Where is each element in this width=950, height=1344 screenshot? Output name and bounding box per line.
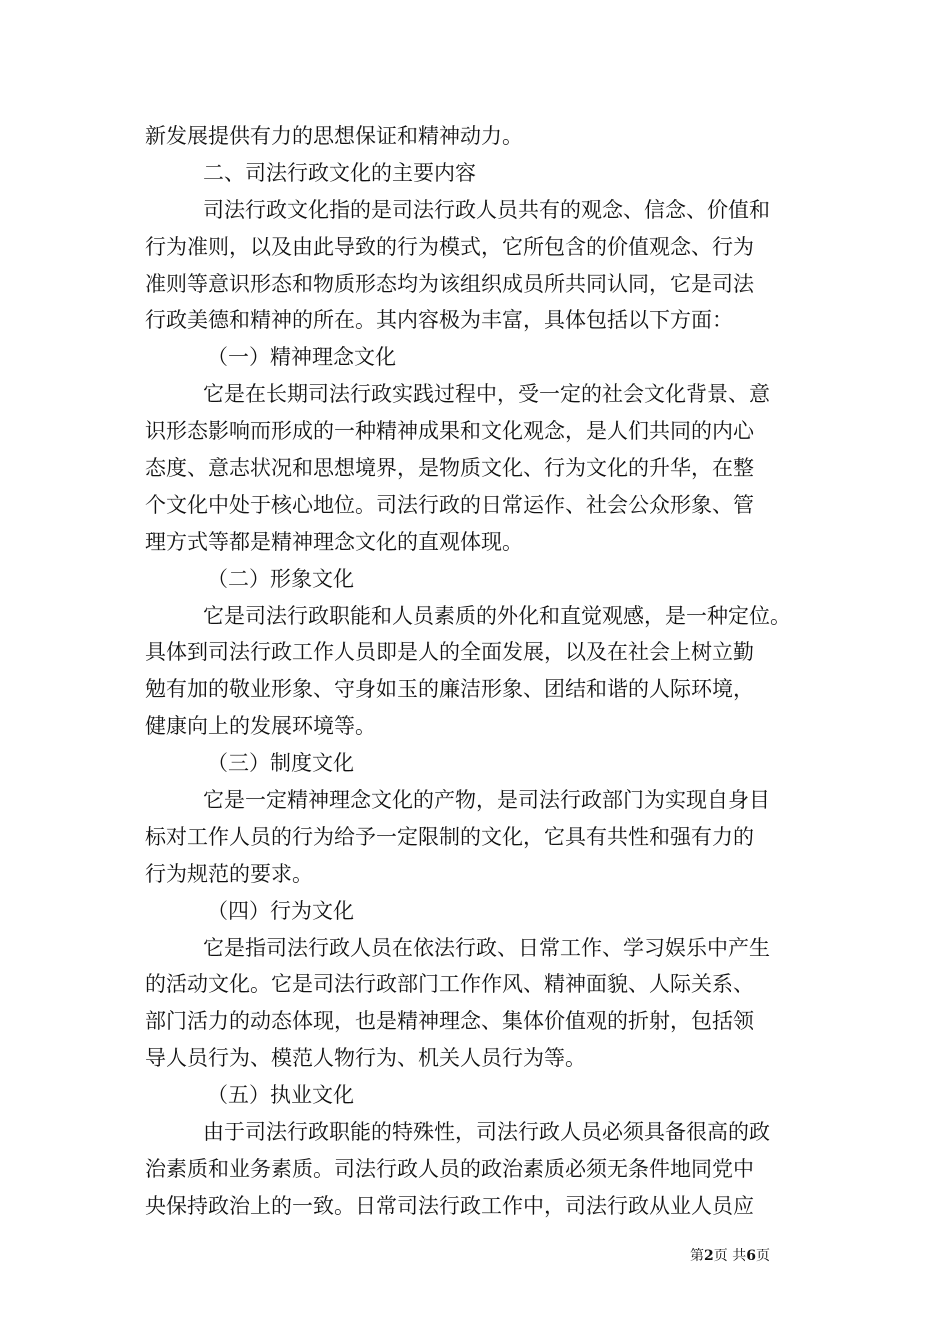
footer-prefix: 第 <box>690 1248 704 1264</box>
text-line: 行为准则，以及由此导致的行为模式，它所包含的价值观念、行为 <box>145 234 754 259</box>
text-line: （五）执业文化 <box>207 1083 354 1108</box>
text-line: （四）行为文化 <box>207 898 354 923</box>
text-line: 的活动文化。它是司法行政部门工作作风、精神面貌、人际关系、 <box>145 972 754 997</box>
page-footer <box>690 1245 770 1265</box>
text-line: （三）制度文化 <box>207 751 354 776</box>
text-line: 导人员行为、模范人物行为、机关人员行为等。 <box>145 1046 586 1071</box>
footer-middle: 页 共 <box>713 1248 747 1264</box>
text-line: （二）形象文化 <box>207 566 354 591</box>
footer-suffix: 页 <box>755 1248 770 1264</box>
text-line: 准则等意识形态和物质形态均为该组织成员所共同认同，它是司法 <box>145 271 754 296</box>
body-text <box>145 118 815 1225</box>
text-line: 二、司法行政文化的主要内容 <box>203 160 476 185</box>
text-line: 它是指司法行政人员在依法行政、日常工作、学习娱乐中产生 <box>203 935 770 960</box>
text-line: 它是在长期司法行政实践过程中，受一定的社会文化背景、意 <box>203 382 770 407</box>
text-line: 态度、意志状况和思想境界，是物质文化、行为文化的升华，在整 <box>145 456 754 481</box>
text-line: 标对工作人员的行为给予一定限制的文化，它具有共性和强有力的 <box>145 824 754 849</box>
text-line: 具体到司法行政工作人员即是人的全面发展，以及在社会上树立勤 <box>145 640 754 665</box>
text-line: 行政美德和精神的所在。其内容极为丰富，具体包括以下方面： <box>145 308 733 333</box>
text-line: 新发展提供有力的思想保证和精神动力。 <box>145 124 523 148</box>
text-line: 健康向上的发展环境等。 <box>145 714 376 739</box>
text-line: 识形态影响而形成的一种精神成果和文化观念，是人们共同的内心 <box>145 419 754 444</box>
text-line: 个文化中处于核心地位。司法行政的日常运作、社会公众形象、管 <box>145 492 754 517</box>
text-line: 由于司法行政职能的特殊性，司法行政人员必须具备很高的政 <box>203 1120 770 1145</box>
text-line: 部门活力的动态体现，也是精神理念、集体价值观的折射，包括领 <box>145 1009 754 1034</box>
text-line: 治素质和业务素质。司法行政人员的政治素质必须无条件地同党中 <box>145 1156 754 1181</box>
text-line: 勉有加的敬业形象、守身如玉的廉洁形象、团结和谐的人际环境， <box>145 677 754 702</box>
footer-current-page: 2 <box>704 1248 714 1264</box>
footer-total-pages: 6 <box>746 1248 756 1264</box>
text-line: 它是一定精神理念文化的产物，是司法行政部门为实现自身目 <box>203 788 770 813</box>
text-line: （一）精神理念文化 <box>207 345 396 370</box>
text-line: 理方式等都是精神理念文化的直观体现。 <box>145 529 523 554</box>
text-line: 行为规范的要求。 <box>145 861 313 886</box>
text-line: 它是司法行政职能和人员素质的外化和直觉观感，是一种定位。 <box>203 603 791 628</box>
text-line: 司法行政文化指的是司法行政人员共有的观念、信念、价值和 <box>203 197 770 222</box>
text-line: 央保持政治上的一致。日常司法行政工作中，司法行政从业人员应 <box>145 1193 754 1218</box>
